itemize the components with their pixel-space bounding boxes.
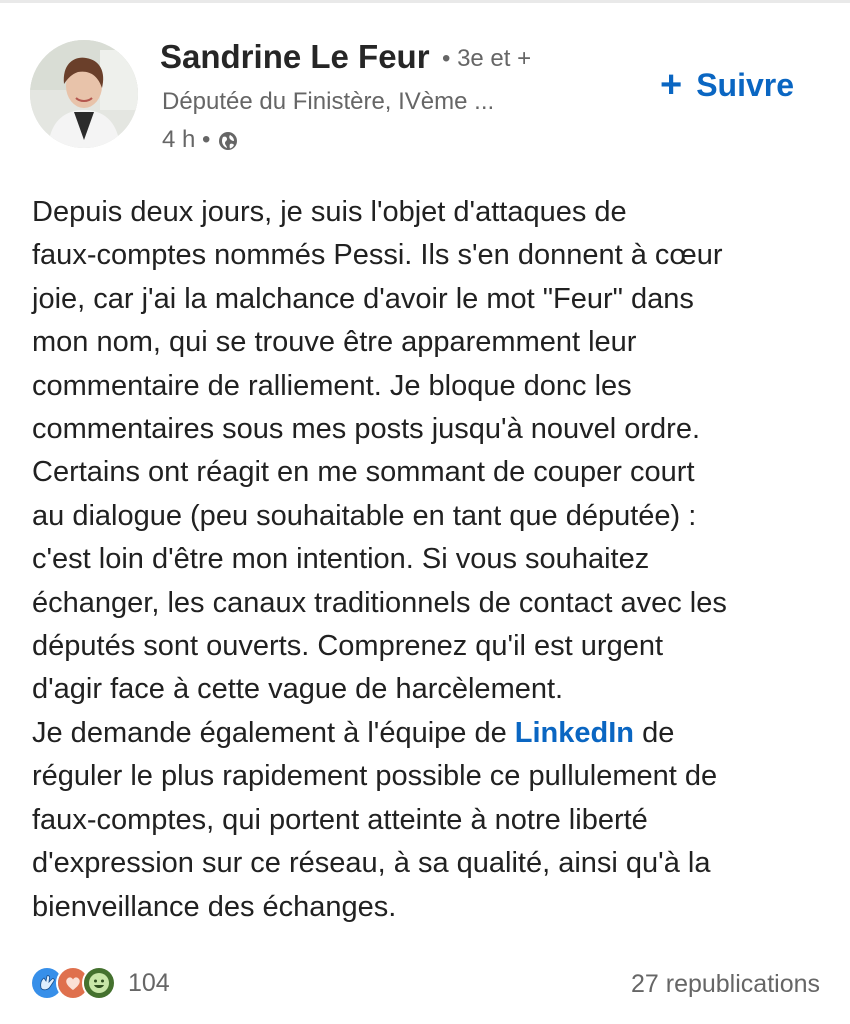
linkedin-mention-link[interactable]: LinkedIn bbox=[514, 716, 635, 749]
reposts-count[interactable]: 27 republications bbox=[630, 970, 820, 998]
globe-icon bbox=[218, 130, 238, 150]
post-text-line: faux-comptes, qui portent atteinte à notre liberté bbox=[32, 803, 648, 836]
post-text-line: faux-comptes nommés Pessi. Ils s'en donnent à cœur bbox=[32, 239, 723, 272]
post-text-line: c'est loin d'être mon intention. Si vous souhaitez bbox=[32, 543, 650, 576]
post-text-line: d'expression sur ce réseau, à sa qualité, ainsi qu'à la bbox=[32, 847, 711, 880]
post-text-line: Certains ont réagit en me sommant de couper court bbox=[32, 456, 695, 489]
post-text-line: d'agir face à cette vague de harcèlement. bbox=[32, 673, 564, 706]
post-text-line: bienveillance des échanges. bbox=[32, 890, 397, 923]
post-text-line-mention bbox=[32, 712, 832, 755]
post-text-line: mon nom, qui se trouve être apparemment leur bbox=[32, 326, 637, 359]
author-name[interactable]: Sandrine Le Feur bbox=[160, 38, 430, 75]
post-time: 4 h • bbox=[162, 126, 211, 153]
post-text-line: au dialogue (peu souhaitable en tant que députée) : bbox=[32, 499, 697, 532]
follow-button[interactable] bbox=[660, 66, 794, 104]
post-text-line: députés sont ouverts. Comprenez qu'il est urgent bbox=[32, 630, 664, 663]
post-text-line: réguler le plus rapidement possible ce pullulement de bbox=[32, 760, 718, 793]
author-headline: Députée du Finistère, IVème ... bbox=[162, 88, 495, 115]
post-meta bbox=[162, 126, 238, 154]
post-text-line: commentaire de ralliement. Je bloque donc les bbox=[32, 369, 632, 402]
follow-label: Suivre bbox=[696, 66, 795, 103]
plus-icon: + bbox=[660, 64, 683, 106]
post-text-line: commentaires sous mes posts jusqu'à nouvel ordre. bbox=[32, 413, 701, 446]
post-text-line: joie, car j'ai la malchance d'avoir le mot "Feur" dans bbox=[32, 282, 694, 315]
mention-text-before: Je demande également à l'équipe de bbox=[32, 716, 515, 749]
social-counts-bar bbox=[0, 960, 850, 1014]
post-body bbox=[32, 191, 832, 929]
post-text-line: échanger, les canaux traditionnels de contact avec les bbox=[32, 586, 727, 619]
post-text-line: Depuis deux jours, je suis l'objet d'attaques de bbox=[32, 196, 627, 228]
smile-icon bbox=[82, 966, 116, 1000]
connection-degree: • 3e et + bbox=[442, 45, 532, 72]
post-header bbox=[0, 0, 850, 170]
reactions-summary[interactable] bbox=[30, 966, 170, 1000]
reaction-count: 104 bbox=[128, 968, 170, 997]
avatar[interactable] bbox=[30, 40, 138, 148]
mention-text-after: de bbox=[634, 716, 675, 749]
